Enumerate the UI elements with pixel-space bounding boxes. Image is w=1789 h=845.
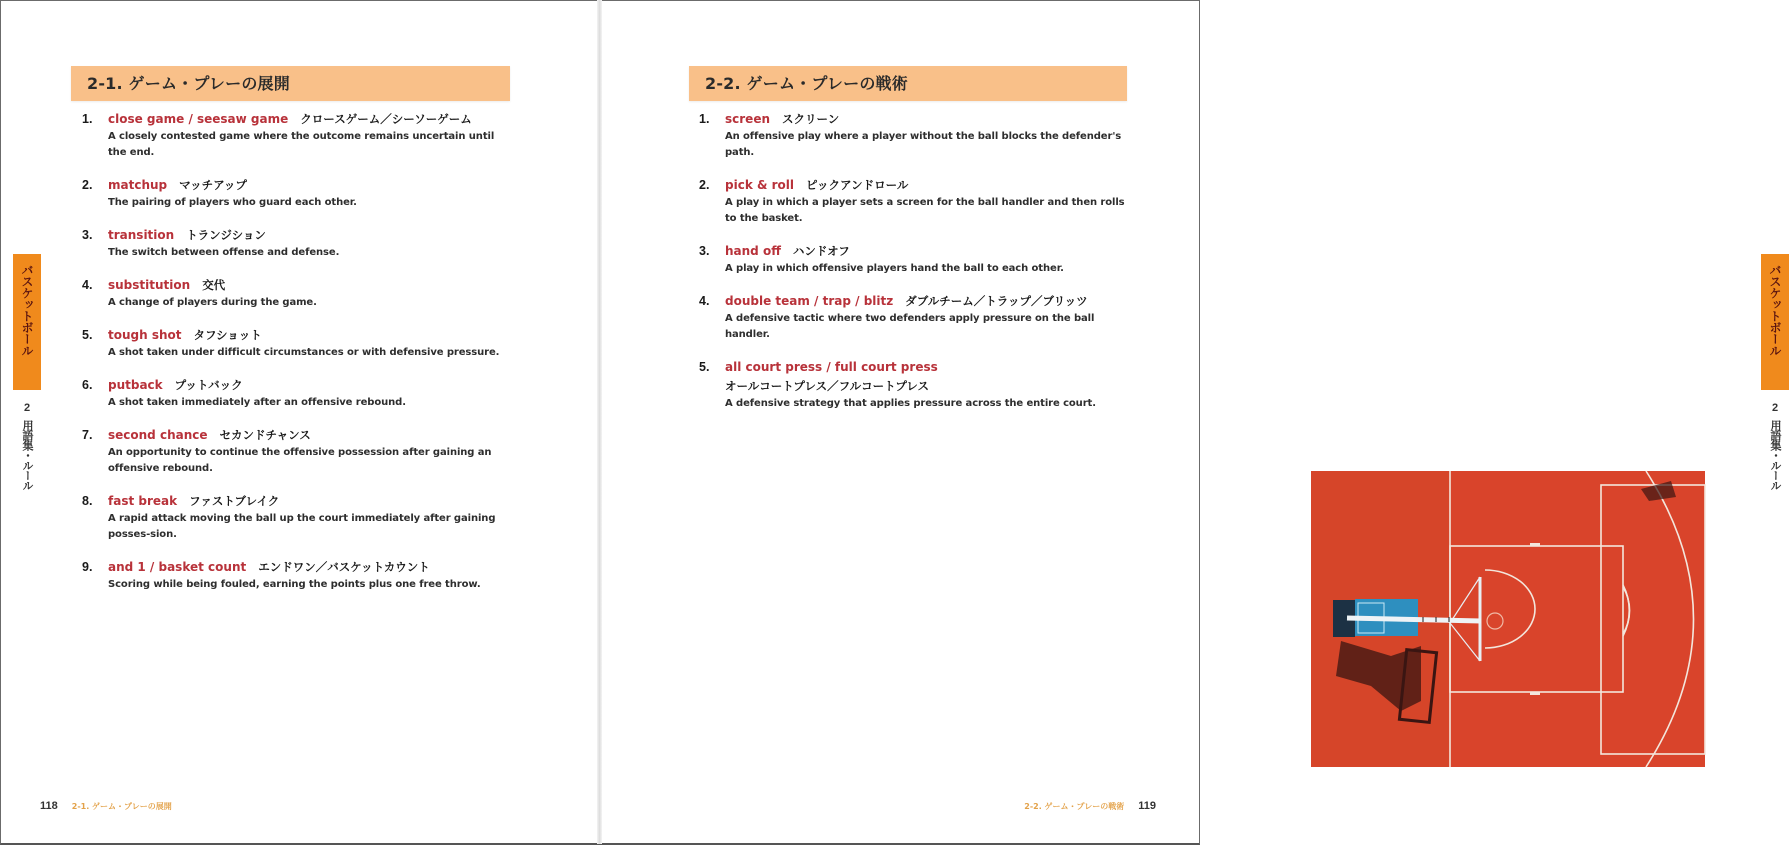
footer-section-title: 2-2. ゲーム・プレーの戦術	[1024, 802, 1125, 811]
term-definition: A play in which a player sets a screen for the ball handler and then rolls to the basket.	[725, 197, 1125, 224]
page-number: 118	[40, 800, 58, 812]
term-english: double team / trap / blitz	[725, 294, 894, 308]
term-item	[82, 558, 512, 593]
term-number: 1.	[699, 112, 710, 126]
term-japanese: セカンドチャンス	[219, 428, 311, 442]
term-definition: A shot taken immediately after an offensive rebound.	[108, 397, 406, 408]
term-japanese: ダブルチーム／トラップ／ブリッツ	[905, 294, 1088, 308]
term-item	[82, 326, 512, 361]
term-number: 8.	[82, 494, 93, 508]
basketball-court-photo	[1311, 471, 1705, 767]
term-japanese: プットバック	[174, 378, 243, 392]
term-definition: A defensive strategy that applies pressure across the entire court.	[725, 398, 1096, 409]
term-english: tough shot	[108, 328, 182, 342]
term-number: 9.	[82, 560, 93, 574]
term-definition: Scoring while being fouled, earning the points plus one free throw.	[108, 579, 481, 590]
term-english: putback	[108, 378, 163, 392]
term-english: all court press / full court press	[725, 360, 938, 374]
side-tab-basketball	[13, 254, 41, 390]
left-page	[0, 0, 599, 844]
term-item	[82, 276, 512, 311]
term-definition: The switch between offense and defense.	[108, 247, 340, 258]
term-definition: A defensive tactic where two defenders apply pressure on the ball handler.	[725, 313, 1095, 340]
term-english: second chance	[108, 428, 208, 442]
side-chapter-label	[1761, 402, 1789, 495]
term-item	[699, 358, 1129, 412]
term-english: hand off	[725, 244, 781, 258]
term-list-left	[82, 110, 512, 608]
term-number: 3.	[699, 244, 710, 258]
term-definition: A change of players during the game.	[108, 297, 317, 308]
term-item	[699, 110, 1129, 161]
term-number: 1.	[82, 112, 93, 126]
term-definition: An offensive play where a player without the ball blocks the defender's path.	[725, 131, 1122, 158]
term-japanese: ファストブレイク	[189, 494, 280, 508]
term-definition: A shot taken under difficult circumstances or with defensive pressure.	[108, 347, 500, 358]
term-japanese: 交代	[202, 278, 226, 292]
term-item	[699, 292, 1129, 343]
term-number: 4.	[699, 294, 710, 308]
term-english: close game / seesaw game	[108, 112, 289, 126]
term-definition: A play in which offensive players hand the ball to each other.	[725, 263, 1064, 274]
term-japanese: スクリーン	[782, 112, 840, 126]
term-number: 6.	[82, 378, 93, 392]
term-item	[699, 176, 1129, 227]
term-item	[82, 226, 512, 261]
footer-section-title: 2-1. ゲーム・プレーの展開	[71, 802, 172, 811]
term-definition: A closely contested game where the outcome remains uncertain until the end.	[108, 131, 495, 158]
term-item	[699, 242, 1129, 277]
section-header-2-1: 2-1. ゲーム・プレーの展開	[71, 66, 510, 101]
page-number: 119	[1138, 800, 1156, 812]
term-english: substitution	[108, 278, 191, 292]
term-number: 7.	[82, 428, 93, 442]
section-header-2-2: 2-2. ゲーム・プレーの戦術	[689, 66, 1127, 101]
footer-left	[40, 800, 172, 812]
term-japanese: エンドワン／バスケットカウント	[258, 560, 430, 574]
side-tab-basketball	[1761, 254, 1789, 390]
term-japanese: タフショット	[193, 328, 262, 342]
term-japanese: ピックアンドロール	[806, 178, 909, 192]
term-english: and 1 / basket count	[108, 560, 247, 574]
side-tab-label: バスケットボール	[20, 264, 34, 356]
footer-right	[1024, 800, 1156, 812]
term-english: matchup	[108, 178, 168, 192]
term-english: screen	[725, 112, 770, 126]
term-definition: A rapid attack moving the ball up the court immediately after gaining posses-sion.	[108, 513, 496, 540]
term-item	[82, 176, 512, 211]
term-japanese: クロースゲーム／シーソーゲーム	[300, 112, 472, 126]
term-item	[82, 376, 512, 411]
term-number: 3.	[82, 228, 93, 242]
term-number: 2.	[82, 178, 93, 192]
side-chapter-label	[13, 402, 41, 495]
right-page	[601, 0, 1782, 844]
term-japanese: ハンドオフ	[792, 244, 850, 258]
side-tab-label: バスケットボール	[1768, 264, 1782, 356]
term-japanese: マッチアップ	[179, 178, 247, 192]
term-list-right	[699, 110, 1129, 427]
term-number: 5.	[82, 328, 93, 342]
term-item	[82, 110, 512, 161]
chapter-title: 用語集・ルール	[1769, 420, 1782, 490]
term-english: fast break	[108, 494, 178, 508]
term-item	[82, 426, 512, 477]
chapter-number: 2	[23, 402, 31, 414]
term-number: 4.	[82, 278, 93, 292]
chapter-title: 用語集・ルール	[21, 420, 34, 490]
term-english: pick & roll	[725, 178, 795, 192]
term-definition: An opportunity to continue the offensive possession after gaining an offensive rebound.	[108, 447, 492, 474]
term-item	[82, 492, 512, 543]
term-english: transition	[108, 228, 175, 242]
term-number: 5.	[699, 360, 710, 374]
term-japanese: オールコートプレス／フルコートプレス	[725, 379, 930, 393]
term-number: 2.	[699, 178, 710, 192]
term-japanese: トランジション	[186, 228, 266, 242]
term-definition: The pairing of players who guard each other.	[108, 197, 357, 208]
chapter-number: 2	[1771, 402, 1779, 414]
